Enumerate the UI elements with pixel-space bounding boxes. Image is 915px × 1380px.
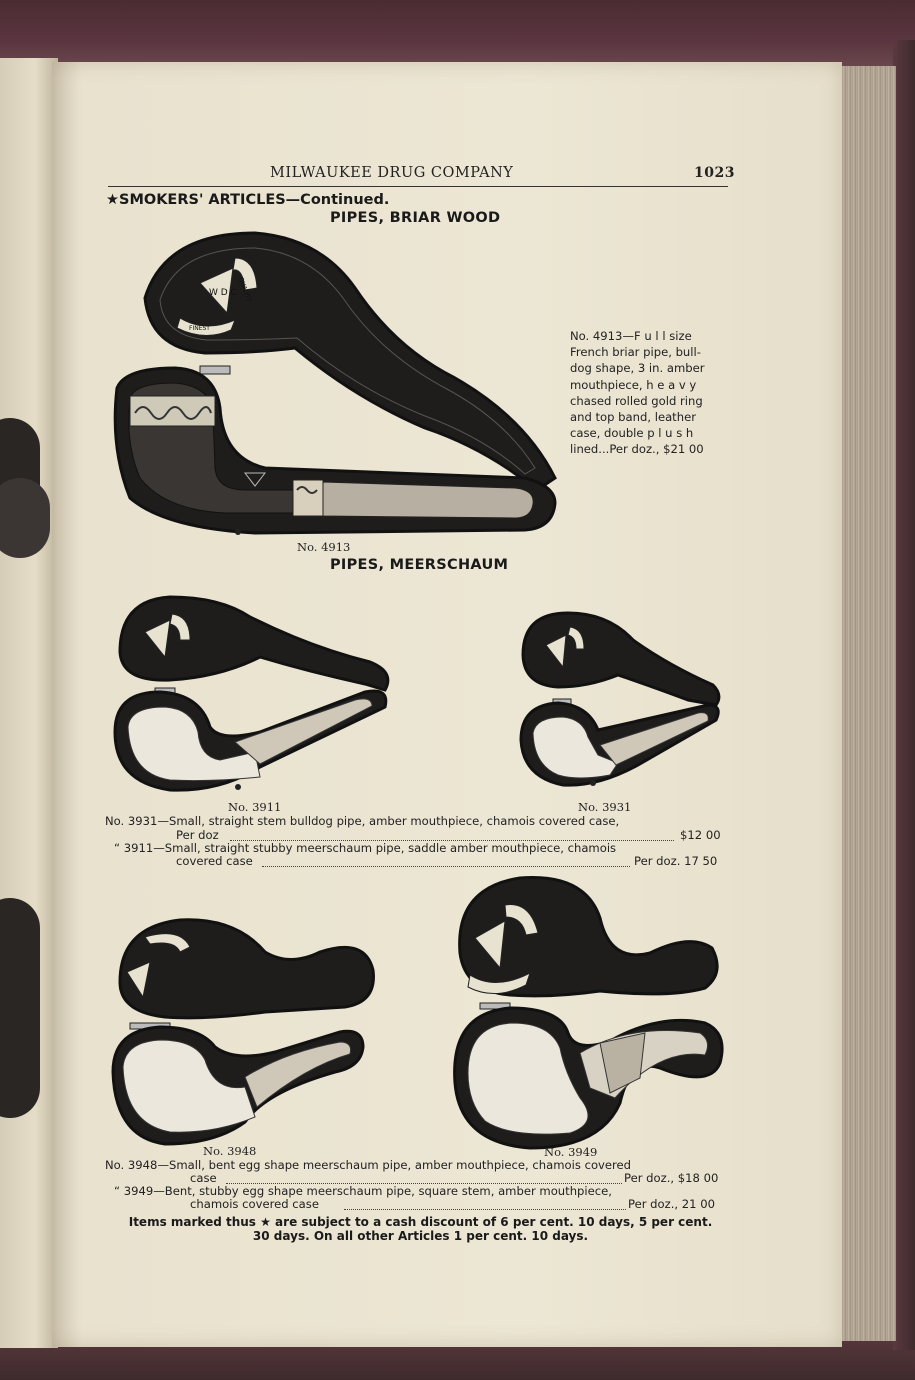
item-price: Per doz. 17 50 (634, 854, 718, 868)
item-line: covered case (176, 854, 253, 868)
emblem-top-word: QUALITY (237, 276, 253, 303)
item-price: Per doz., $18 00 (624, 1171, 719, 1185)
leader-dots (262, 866, 630, 867)
item-line: No. 3948—Small, bent egg shape meerschaum pipe, amber mouthpiece, chamois covered (105, 1158, 632, 1172)
briar-desc-line: mouthpiece, h e a v y (570, 377, 697, 392)
header-rule (108, 186, 728, 187)
facing-page-pipe-image-2 (0, 478, 50, 558)
briar-desc-line: and top band, leather (570, 410, 696, 425)
meerschaum-caption-3949: No. 3949 (544, 1145, 598, 1159)
leader-dots (344, 1209, 626, 1210)
item-line: chamois covered case (190, 1197, 319, 1211)
item-line: “ 3949—Bent, stubby egg shape meerschaum pipe, square stem, amber mouthpiece, (114, 1184, 612, 1198)
facing-page-fragment (0, 58, 58, 1348)
page-edges (842, 66, 896, 1341)
item-price: $12 00 (680, 828, 721, 842)
discount-note-line-2: 30 days. On all other Articles 1 per cent. 10 days. (252, 1228, 589, 1243)
briar-desc-line: chased rolled gold ring (570, 393, 703, 408)
briar-pipe-case-illustration (105, 228, 565, 548)
briar-desc-line: French briar pipe, bull- (570, 345, 701, 360)
subsection-briar-title: PIPES, BRIAR WOOD (330, 210, 501, 226)
briar-caption: No. 4913 (297, 540, 351, 554)
meerschaum-3948-case-illustration (105, 912, 380, 1150)
book-cover-edge (893, 40, 915, 1350)
briar-desc-line: case, double p l u s h (570, 426, 694, 441)
item-line: “ 3911—Small, straight stubby meerschaum pipe, saddle amber mouthpiece, chamois (114, 841, 617, 855)
meerschaum-caption-3931: No. 3931 (578, 800, 632, 814)
meerschaum-caption-3948: No. 3948 (203, 1144, 257, 1158)
briar-description (570, 328, 740, 458)
item-price: Per doz., 21 00 (628, 1197, 715, 1211)
briar-desc-line: No. 4913—F u l l size (570, 329, 692, 343)
briar-desc-line: lined...Per doz., $21 00 (570, 442, 704, 457)
item-line: case (190, 1171, 217, 1185)
item-line: No. 3931—Small, straight stem bulldog pipe, amber mouthpiece, chamois covered case, (105, 814, 620, 828)
company-name: MILWAUKEE DRUG COMPANY (270, 165, 514, 181)
subsection-meerschaum-title: PIPES, MEERSCHAUM (330, 557, 509, 573)
discount-note (108, 1216, 733, 1243)
item-line: Per doz (176, 828, 219, 842)
page-number: 1023 (694, 165, 735, 181)
briar-desc-line: dog shape, 3 in. amber (570, 361, 705, 376)
book-binding-top (0, 0, 915, 70)
section-title: ★SMOKERS' ARTICLES—Continued. (106, 192, 390, 208)
discount-note-line-1: Items marked thus ★ are subject to a cash discount of 6 per cent. 10 days, 5 per cent. (128, 1215, 713, 1229)
meerschaum-3949-case-illustration (450, 873, 730, 1155)
emblem-bottom-word: FINEST (189, 325, 210, 332)
emblem-monogram: W D C (209, 288, 237, 298)
meerschaum-caption-3911: No. 3911 (228, 800, 282, 814)
facing-page-case-image (0, 898, 40, 1118)
meerschaum-3931-case-illustration (518, 605, 723, 795)
meerschaum-3911-case-illustration (110, 592, 395, 797)
